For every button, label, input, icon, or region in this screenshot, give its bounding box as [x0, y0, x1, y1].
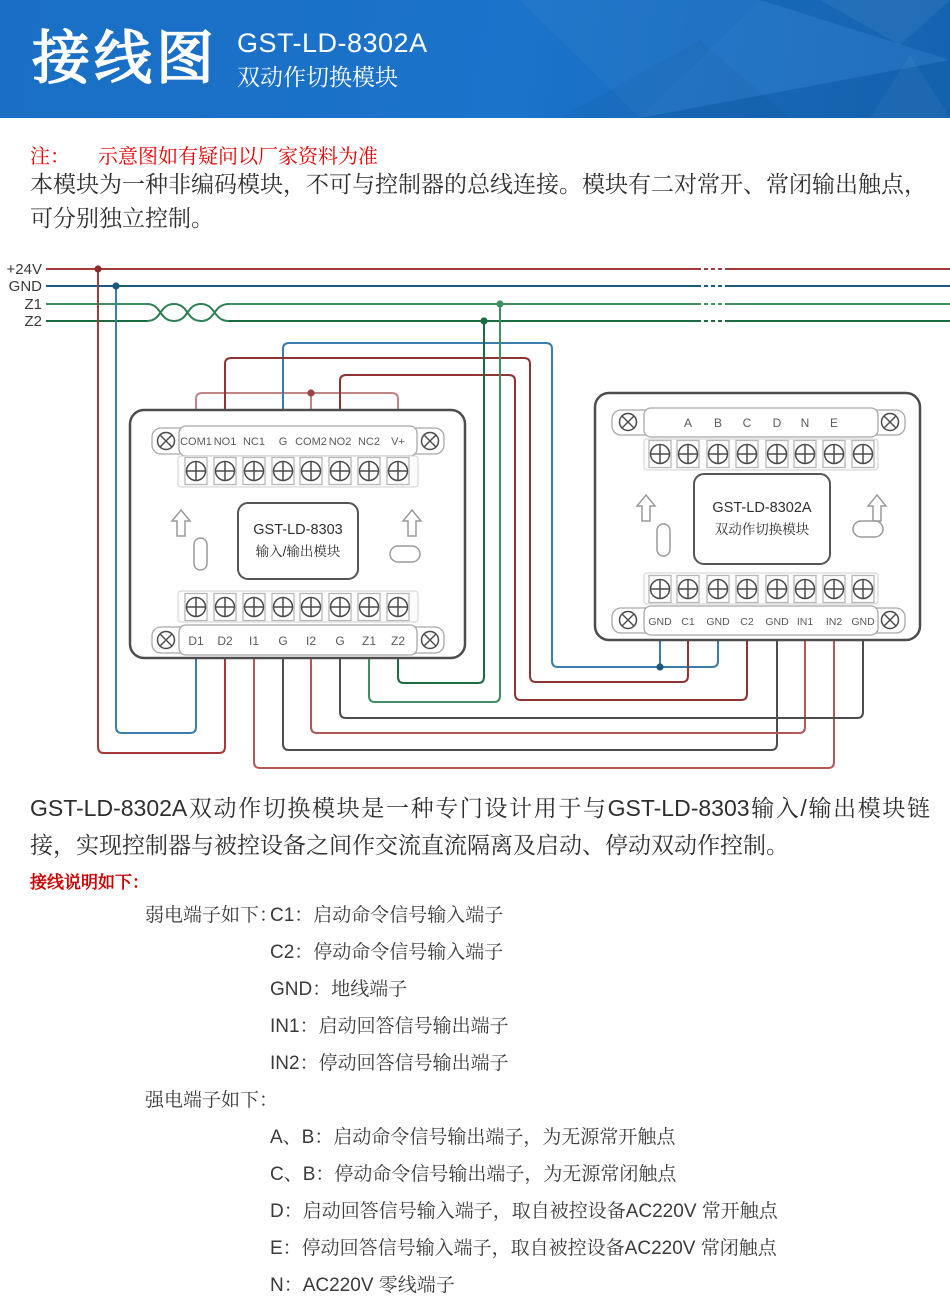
terminal-label: N [800, 416, 810, 430]
mount-screw-icon [158, 632, 175, 649]
terminal-label: G [278, 436, 288, 448]
wiring-notes-title: 接线说明如下： [30, 873, 149, 892]
description-paragraph: GST-LD-8302A双动作切换模块是一种专门设计用于与GST-LD-8303输入/输出模块链接，实现控制器与被控设备之间作交流直流隔离及启动、停动双动作控制。 [30, 795, 930, 858]
label-slot [390, 546, 420, 562]
label-slot [853, 521, 883, 537]
led-slot [194, 538, 207, 570]
list-item-text: E：停动回答信号输入端子，取自被控设备AC220V 常闭触点 [270, 1238, 777, 1259]
left-module [130, 410, 465, 658]
list-item-text: IN1：启动回答信号输出端子 [270, 1016, 509, 1037]
right-module-type: 双动作切换模块 [714, 522, 810, 537]
list-item [0, 897, 950, 934]
wire-com-tie [196, 393, 398, 411]
terminal-label: NC2 [357, 436, 381, 448]
mount-screw-icon [882, 414, 899, 431]
note-body-text: 本模块为一种非编码模块，不可与控制器的总线连接。模块有二对常开、常闭输出触点，可分别独立控制。 [30, 171, 927, 231]
terminal-label: G [278, 634, 288, 648]
bus-label-24v: +24V [6, 261, 42, 278]
page-title: 接线图 [32, 26, 219, 91]
terminal-label: GND [706, 616, 730, 628]
mount-screw-icon [882, 612, 899, 629]
twisted-pair-symbol [147, 304, 229, 321]
right-module-name: GST-LD-8302A [712, 500, 812, 516]
terminal-label: NC1 [242, 436, 266, 448]
terminal-label: A [683, 416, 693, 430]
list-item [0, 1230, 950, 1267]
list-item-text: C、B：停动命令信号输出端子，为无源常闭触点 [270, 1164, 677, 1185]
header-banner [0, 0, 950, 118]
terminal-label: D2 [217, 634, 233, 648]
list-item-text: A、B：启动命令信号输出端子，为无源常开触点 [270, 1127, 676, 1148]
terminal-description-list [0, 897, 950, 1304]
bus-labels [7, 261, 43, 330]
terminal-label: GND [765, 616, 789, 628]
mount-screw-icon [620, 612, 637, 629]
list-item-text: C2：停动命令信号输入端子 [270, 942, 504, 963]
terminal-label: C2 [740, 616, 754, 628]
wiring-diagram [0, 246, 950, 790]
bus-lines [46, 269, 950, 321]
mount-screw-icon [422, 632, 439, 649]
list-item-text: C1：启动命令信号输入端子 [270, 905, 504, 926]
terminal-label: V+ [391, 436, 405, 448]
terminal-label: I1 [248, 634, 260, 648]
bus-label-z1: Z1 [24, 296, 42, 313]
terminal-label: I2 [305, 634, 317, 648]
list-item [0, 1045, 950, 1082]
terminal-label: E [829, 416, 839, 430]
bus-label-z2: Z2 [24, 313, 42, 330]
terminal-label: IN1 [796, 616, 814, 628]
terminal-label: C1 [681, 616, 695, 628]
list-item-text: D：启动回答信号输入端子，取自被控设备AC220V 常开触点 [270, 1201, 778, 1222]
terminal-label: D1 [188, 634, 204, 648]
list-item-text: GND：地线端子 [270, 979, 408, 1000]
terminal-label: GND [851, 616, 875, 628]
list-item-text: IN2：停动回答信号输出端子 [270, 1053, 509, 1074]
terminal-label: NO1 [213, 436, 237, 448]
note-warning-line [30, 140, 378, 169]
list-item [0, 1008, 950, 1045]
terminal-label: C [742, 416, 752, 430]
header-subtitle-block [237, 30, 428, 89]
list-item [0, 1119, 950, 1156]
list-item [0, 1193, 950, 1230]
bus-label-gnd: GND [8, 278, 42, 295]
terminal-label: G [335, 634, 345, 648]
mount-screw-icon [158, 433, 175, 450]
list-item [0, 934, 950, 971]
left-module-type: 输入/输出模块 [255, 544, 341, 559]
mount-screw-icon [620, 414, 637, 431]
weak-section-label: 弱电端子如下： [145, 905, 279, 926]
left-module-name: GST-LD-8303 [253, 522, 343, 538]
mount-screw-icon [422, 433, 439, 450]
list-item [0, 1267, 950, 1304]
terminal-label: D [772, 416, 782, 430]
right-module [595, 393, 920, 640]
terminal-label: GND [648, 616, 672, 628]
module-name: 双动作切换模块 [237, 64, 398, 90]
list-item-text: N：AC220V 零线端子 [270, 1275, 455, 1296]
list-item [0, 1156, 950, 1193]
note-label: 注： [30, 146, 70, 168]
terminal-label: IN2 [825, 616, 843, 628]
led-slot [657, 524, 670, 556]
terminal-label: Z1 [361, 634, 377, 648]
terminal-label: NO2 [328, 436, 352, 448]
strong-section-label: 强电端子如下： [145, 1090, 279, 1111]
list-item [0, 971, 950, 1008]
note-warning-text: 示意图如有疑问以厂家资料为准 [98, 146, 378, 168]
terminal-label: Z2 [390, 634, 406, 648]
terminal-label: B [713, 416, 723, 430]
model-number: GST-LD-8302A [237, 28, 428, 58]
terminal-label: COM1 [180, 436, 212, 448]
list-item [0, 1082, 950, 1119]
terminal-label: COM2 [295, 436, 327, 448]
